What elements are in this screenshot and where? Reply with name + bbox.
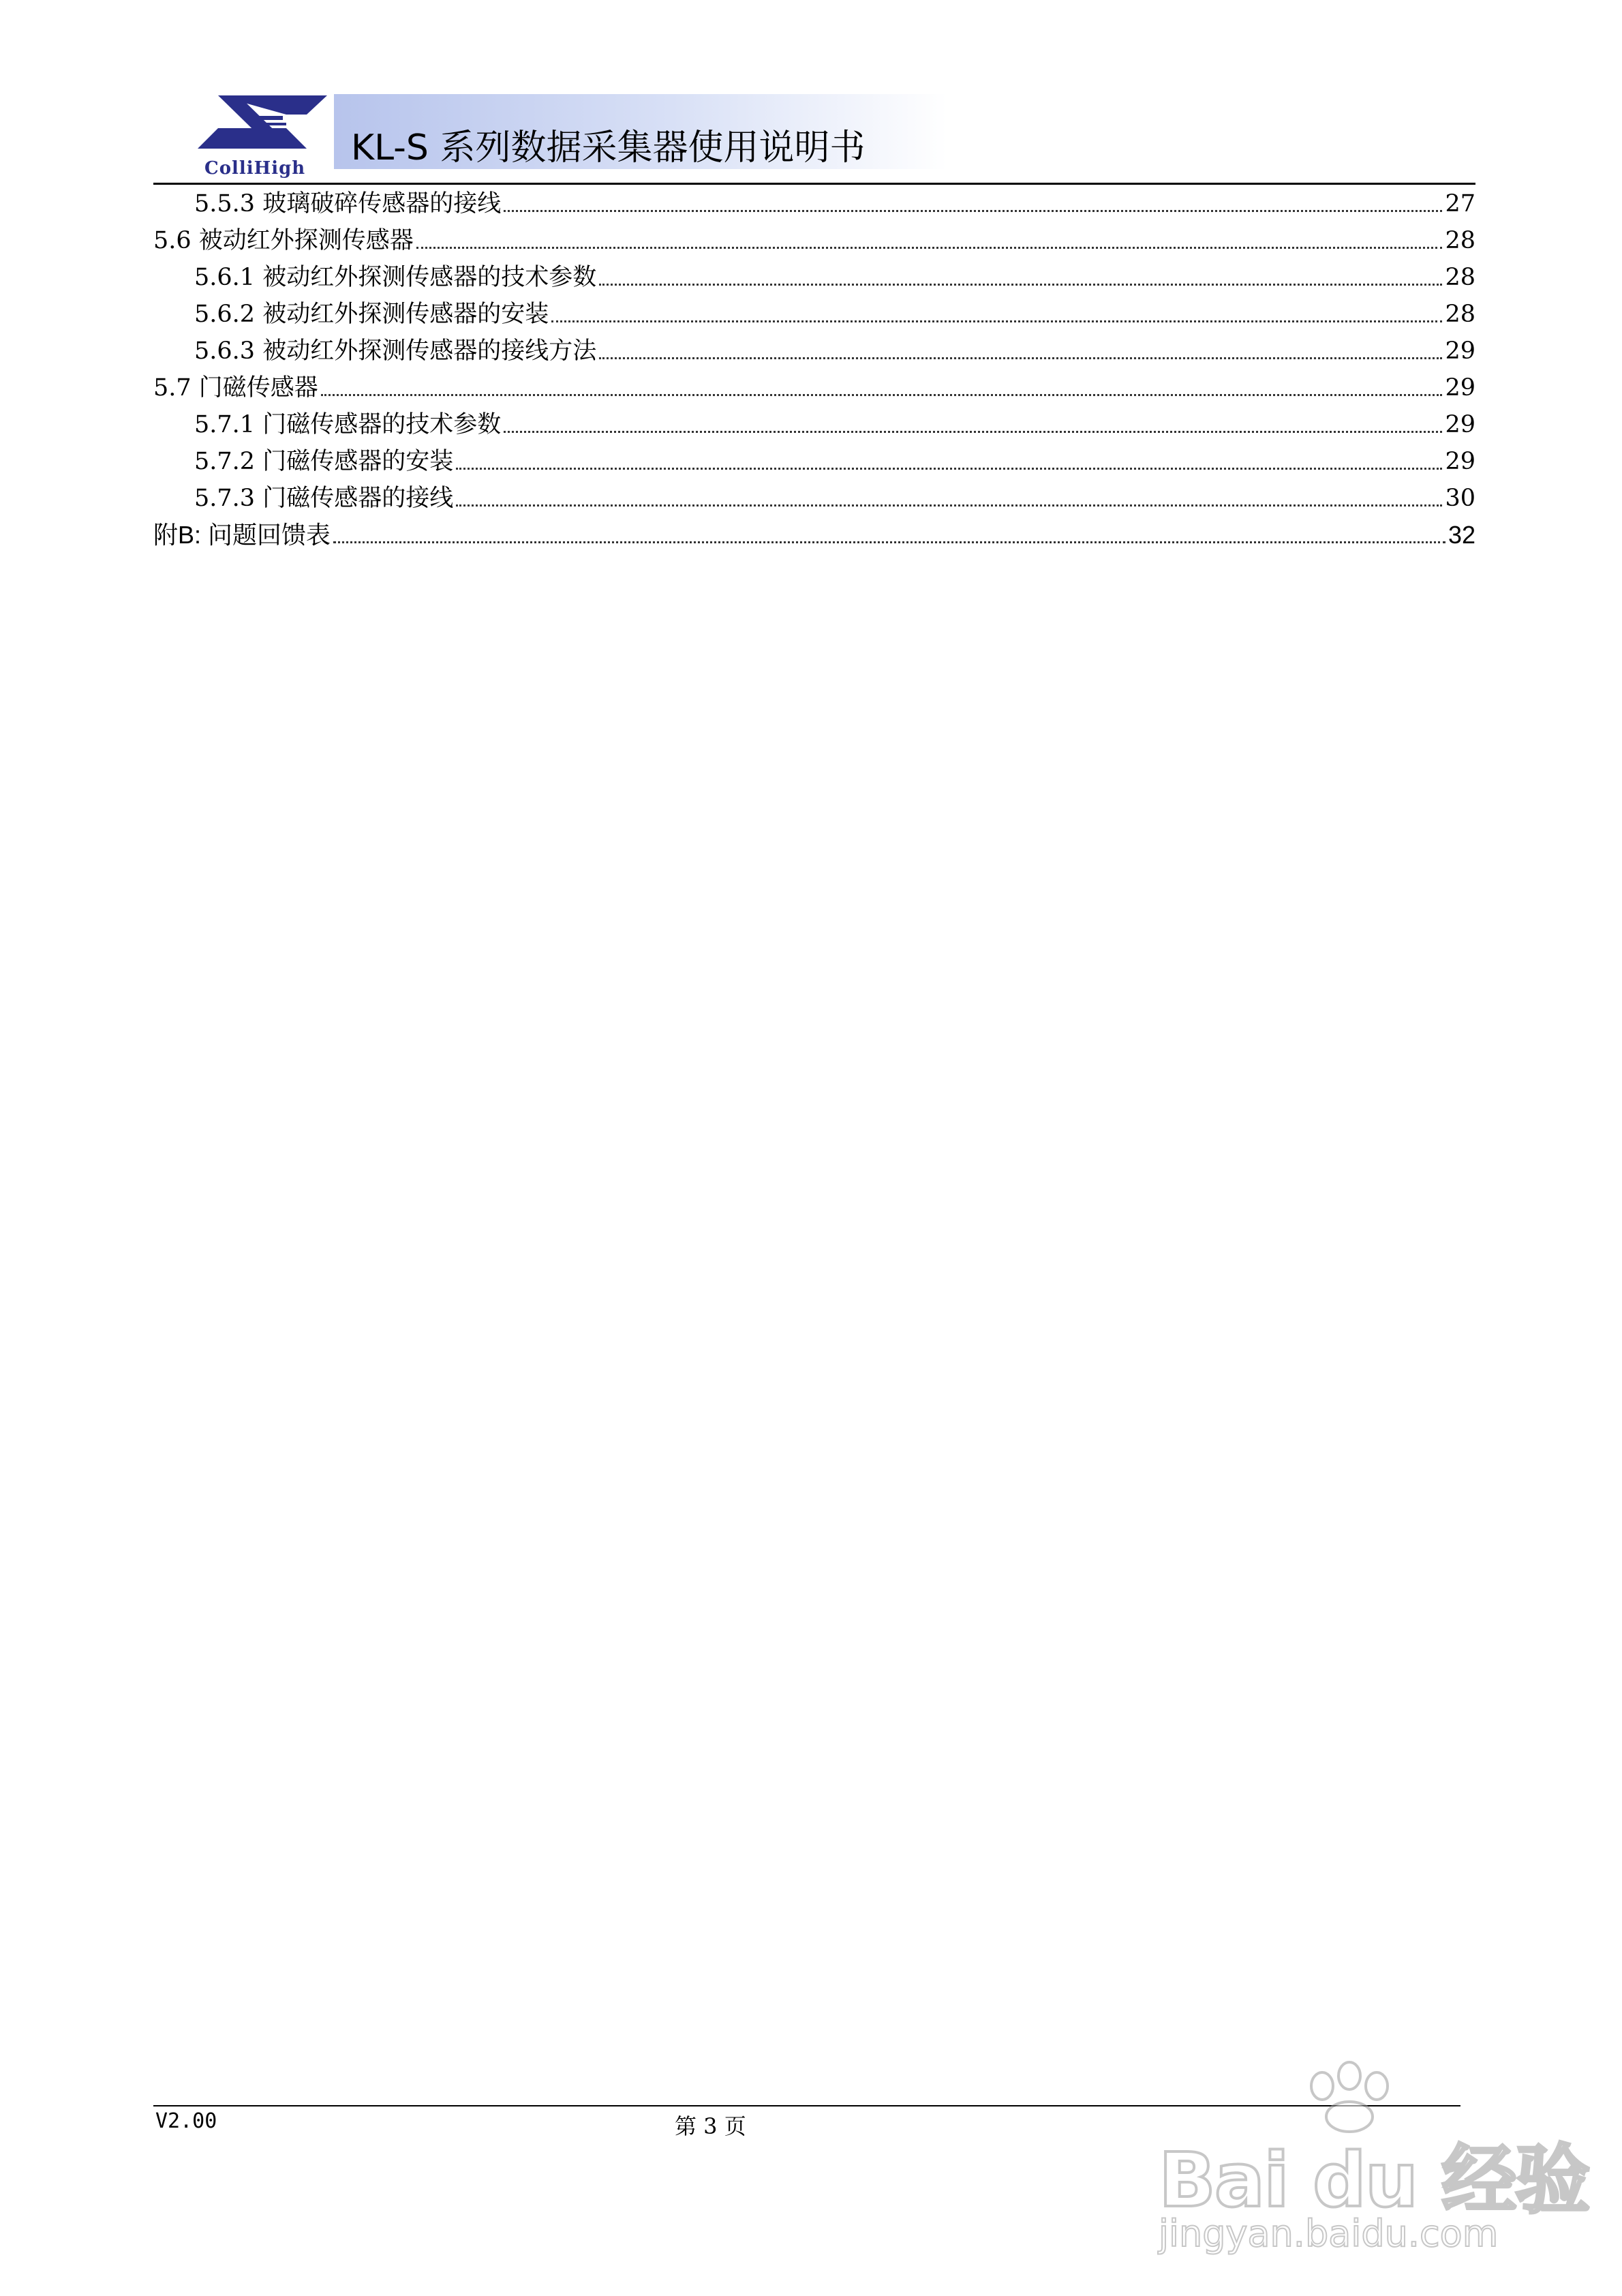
- watermark-brand: Bai du 经验: [1159, 2136, 1589, 2224]
- toc-page-number: 28: [1445, 264, 1475, 291]
- toc-entry-5-5-3[interactable]: [153, 185, 1475, 222]
- toc-label: 被动红外探测传感器: [198, 227, 414, 254]
- baidu-jingyan-watermark: [1152, 2059, 1589, 2263]
- toc-number: 5.7.3: [194, 485, 263, 512]
- toc-number: 5.7.2: [194, 448, 263, 475]
- toc-number: 5.5.3: [194, 190, 263, 217]
- toc-entry-5-7-2[interactable]: [153, 443, 1475, 480]
- toc-number: 附B:: [153, 521, 209, 549]
- toc-number: 5.6: [153, 227, 199, 254]
- toc-entry-5-6-3[interactable]: [153, 333, 1475, 369]
- toc-number: 5.6.2: [194, 301, 263, 328]
- toc-page-number: 29: [1445, 374, 1475, 402]
- toc-label: 门磁传感器的安装: [262, 448, 454, 475]
- logo-text: ColliHigh: [204, 158, 306, 179]
- toc-leader: [504, 210, 1442, 212]
- toc-page-number: 27: [1445, 190, 1475, 217]
- toc-label: 被动红外探测传感器的安装: [262, 301, 549, 328]
- toc-number: 5.7.1: [194, 411, 263, 438]
- toc-label: 问题回馈表: [208, 521, 331, 549]
- page-header: [191, 80, 1472, 183]
- toc-entry-5-6-1[interactable]: [153, 259, 1475, 296]
- toc-label: 门磁传感器的技术参数: [262, 411, 502, 438]
- toc-page-number: 30: [1445, 485, 1475, 512]
- header-divider: [153, 183, 1475, 185]
- toc-page-number: 29: [1445, 448, 1475, 475]
- watermark-url: jingyan.baidu.com: [1159, 2212, 1499, 2255]
- toc-label: 门磁传感器的接线: [262, 485, 454, 512]
- toc-entry-5-7[interactable]: [153, 369, 1475, 406]
- toc-entry-5-7-1[interactable]: [153, 406, 1475, 443]
- toc-label: 被动红外探测传感器的技术参数: [262, 264, 597, 291]
- toc-page-number: 28: [1445, 227, 1475, 254]
- toc-leader: [599, 284, 1442, 286]
- toc-page-number: 29: [1445, 411, 1475, 438]
- toc-entry-5-7-3[interactable]: [153, 480, 1475, 517]
- document-title: KL-S 系列数据采集器使用说明书: [351, 127, 866, 168]
- toc-leader: [321, 394, 1443, 396]
- toc-page-number: 32: [1448, 521, 1475, 549]
- toc-label: 玻璃破碎传感器的接线: [262, 190, 502, 217]
- toc-leader: [456, 504, 1442, 507]
- toc-leader: [504, 431, 1442, 433]
- toc-entry-appendix-b[interactable]: [153, 517, 1475, 554]
- toc-leader: [456, 468, 1442, 470]
- toc-leader: [333, 541, 1445, 543]
- toc-number: 5.7: [153, 374, 199, 402]
- toc-leader: [599, 357, 1442, 359]
- page-number: 第 3 页: [675, 2113, 746, 2139]
- toc-number: 5.6.1: [194, 264, 263, 291]
- toc-page-number: 28: [1445, 301, 1475, 328]
- colli-high-logo: [191, 87, 334, 179]
- toc-label: 门磁传感器: [198, 374, 318, 402]
- toc-label: 被动红外探测传感器的接线方法: [262, 337, 597, 365]
- toc-page-number: 29: [1445, 337, 1475, 365]
- document-version: V2.00: [155, 2109, 217, 2133]
- toc-number: 5.6.3: [194, 337, 263, 365]
- toc-entry-5-6[interactable]: [153, 222, 1475, 259]
- toc-entry-5-6-2[interactable]: [153, 296, 1475, 333]
- toc-leader: [416, 247, 1443, 249]
- toc-leader: [551, 320, 1442, 322]
